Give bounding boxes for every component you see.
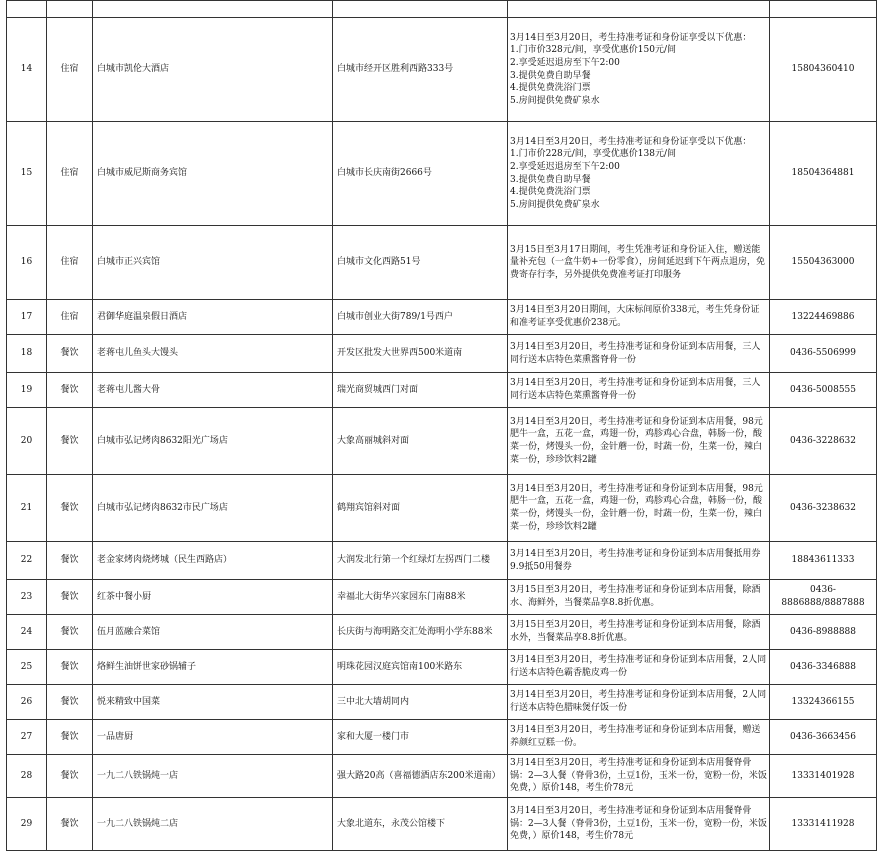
table-row	[7, 300, 877, 335]
merchant-name-cell: 白城市威尼斯商务宾馆	[93, 122, 333, 226]
offer-cell	[508, 226, 770, 300]
offer-cell	[508, 755, 770, 798]
phone-cell	[770, 615, 877, 650]
category-cell: 餐饮	[47, 615, 93, 650]
phone-line: 0436-5506999	[789, 348, 857, 359]
table-row	[7, 650, 877, 685]
phone-cell	[770, 542, 877, 580]
category-cell: 餐饮	[47, 335, 93, 373]
category-cell: 住宿	[47, 300, 93, 335]
phone-line: 18843611333	[791, 555, 855, 566]
row-number: 22	[7, 542, 47, 580]
address-cell: 大象北道东，永茂公馆楼下	[333, 798, 508, 851]
offer-line: 5.房间提供免费矿泉水	[510, 95, 600, 106]
offer-cell	[508, 300, 770, 335]
merchant-name-cell: 白城市凯伦大酒店	[93, 18, 333, 122]
category-cell: 住宿	[47, 122, 93, 226]
table-row	[7, 755, 877, 798]
category-cell: 住宿	[47, 18, 93, 122]
phone-line: 0436-	[810, 585, 836, 596]
offer-line: 3月15日至3月17日期间，考生凭准考证和身份证入住，赠送能量补充包（一盒牛奶+一份零食），房间延迟到下午两点退房，免费寄存行李，另外提供免费准考证打印服务	[510, 244, 766, 280]
phone-line: 13224469886	[791, 311, 855, 322]
phone-cell	[770, 408, 877, 475]
row-number: 24	[7, 615, 47, 650]
table-row	[7, 615, 877, 650]
phone-line: 13331411928	[791, 818, 855, 829]
phone-cell	[770, 300, 877, 335]
address-cell	[333, 1, 508, 18]
offer-line: 2.享受延迟退房至下午2:00	[510, 161, 620, 172]
phone-cell	[770, 685, 877, 720]
table-row	[7, 18, 877, 122]
offer-cell	[508, 720, 770, 755]
row-number: 26	[7, 685, 47, 720]
phone-line: 18504364881	[791, 168, 855, 179]
phone-cell	[770, 720, 877, 755]
phone-cell	[770, 335, 877, 373]
phone-line: 15504363000	[791, 257, 855, 268]
offer-line: 3月14日至3月20日，考生持准考证和身份证到本店用餐脊骨锅：2—3人餐（脊骨3份，土豆1份，玉米一份，宽粉一份，米饭免费，）原价148，考生价78元	[510, 758, 767, 794]
table-row	[7, 798, 877, 851]
table-body	[7, 1, 877, 851]
merchant-name-cell: 红茶中餐小厨	[93, 580, 333, 615]
category-cell	[47, 1, 93, 18]
category-cell: 住宿	[47, 226, 93, 300]
phone-cell	[770, 580, 877, 615]
phone-line: 0436-5008555	[789, 384, 857, 395]
offer-line: 3月14日至3月20日期间，大床标间原价338元，考生凭身份证和准考证享受优惠价238元。	[510, 305, 760, 328]
table-row	[7, 720, 877, 755]
phone-cell	[770, 755, 877, 798]
phone-line: 0436-8988888	[789, 626, 857, 637]
table-row	[7, 373, 877, 408]
address-cell: 开发区批发大世界西500米道南	[333, 335, 508, 373]
row-number: 21	[7, 475, 47, 542]
merchant-name-cell: 白城市弘记烤肉8632阳光广场店	[93, 408, 333, 475]
address-cell: 三中北大墙胡同内	[333, 685, 508, 720]
offer-cell	[508, 580, 770, 615]
row-number: 29	[7, 798, 47, 851]
merchant-name-cell: 悦来精致中国菜	[93, 685, 333, 720]
offer-cell	[508, 122, 770, 226]
table-row	[7, 1, 877, 18]
category-cell: 餐饮	[47, 373, 93, 408]
row-number: 19	[7, 373, 47, 408]
merchant-name-cell: 一九二八铁锅炖一店	[93, 755, 333, 798]
table-row	[7, 226, 877, 300]
offer-cell	[508, 650, 770, 685]
category-cell: 餐饮	[47, 580, 93, 615]
address-cell: 白城市文化西路51号	[333, 226, 508, 300]
offer-line: 3月15日至3月20日，考生持准考证和身份证到本店用餐，除酒水、海鲜外，当餐菜品享8.8折优惠。	[510, 585, 761, 608]
phone-cell	[770, 475, 877, 542]
offer-line: 4.提供免费洗浴门票	[510, 187, 591, 198]
merchant-name-cell: 伍月蓝融合菜馆	[93, 615, 333, 650]
phone-line: 13331401928	[791, 770, 855, 781]
table-row	[7, 475, 877, 542]
category-cell: 餐饮	[47, 475, 93, 542]
offer-line: 3月14日至3月20日，考生持准考证和身份证到本店用餐，2人同行送本店特色腊味煲仔饭一份	[510, 690, 767, 713]
phone-cell	[770, 1, 877, 18]
phone-cell	[770, 226, 877, 300]
offer-line: 3月14日至3月20日，考生持准考证和身份证到本店用餐，三人同行送本店特色菜熏酱脊骨一份	[510, 378, 761, 401]
offer-line: 3月14日至3月20日，考生持准考证和身份证享受以下优惠：	[510, 32, 752, 43]
offer-cell	[508, 542, 770, 580]
phone-cell	[770, 18, 877, 122]
merchant-name-cell	[93, 1, 333, 18]
offer-cell	[508, 685, 770, 720]
category-cell: 餐饮	[47, 720, 93, 755]
address-cell: 明珠花园汉庭宾馆南100米路东	[333, 650, 508, 685]
row-number	[7, 1, 47, 18]
address-cell: 白城市经开区胜利西路333号	[333, 18, 508, 122]
row-number: 17	[7, 300, 47, 335]
merchant-name-cell: 老金家烤肉烧烤城（民生西路店）	[93, 542, 333, 580]
offer-line: 3.提供免费自助早餐	[510, 70, 591, 81]
table-row	[7, 542, 877, 580]
category-cell: 餐饮	[47, 542, 93, 580]
phone-line: 0436-3663456	[789, 731, 857, 742]
offer-line: 3月14日至3月20日，考生持准考证和身份证享受以下优惠：	[510, 136, 752, 147]
offer-line: 3月15日至3月20日，考生持准考证和身份证到本店用餐，除酒水外，当餐菜品享8.8折优惠。	[510, 620, 761, 643]
address-cell: 幸福北大街华兴家园东门南88米	[333, 580, 508, 615]
row-number: 23	[7, 580, 47, 615]
offer-line: 3月14日至3月20日，考生持准考证和身份证到本店用餐脊骨锅：2—3人餐（脊骨3份，土豆1份，玉米一份，宽粉一份，米饭免费，）原价148，考生价78元	[510, 806, 767, 842]
offer-line: 1.门市价328元/间，享受优惠价150元/间	[510, 45, 677, 56]
address-cell: 大润发北行第一个红绿灯左拐西门二楼	[333, 542, 508, 580]
phone-line: 0436-3228632	[789, 435, 857, 446]
address-cell: 白城市长庆南街2666号	[333, 122, 508, 226]
row-number: 16	[7, 226, 47, 300]
category-cell: 餐饮	[47, 685, 93, 720]
merchant-name-cell: 君御华庭温泉假日酒店	[93, 300, 333, 335]
address-cell: 鹤翔宾馆斜对面	[333, 475, 508, 542]
table-row	[7, 580, 877, 615]
merchant-name-cell: 老蒋屯儿鱼头大馒头	[93, 335, 333, 373]
offer-line: 4.提供免费洗浴门票	[510, 83, 591, 94]
merchant-name-cell: 烙鲜生油饼世家砂锅辅子	[93, 650, 333, 685]
row-number: 15	[7, 122, 47, 226]
offer-line: 3月14日至3月20日，考生持准考证和身份证到本店用餐，赠送养颜红豆糕一份。	[510, 725, 761, 748]
offer-cell	[508, 408, 770, 475]
offer-cell	[508, 475, 770, 542]
row-number: 14	[7, 18, 47, 122]
row-number: 18	[7, 335, 47, 373]
phone-cell	[770, 122, 877, 226]
category-cell: 餐饮	[47, 408, 93, 475]
merchant-name-cell: 白城市弘记烤肉8632市民广场店	[93, 475, 333, 542]
offer-line: 3月14日至3月20日，考生持准考证和身份证到本店用餐，三人同行送本店特色菜熏酱脊骨一份	[510, 341, 761, 365]
offer-cell	[508, 1, 770, 18]
table-row	[7, 335, 877, 373]
address-cell: 家和大厦一楼门市	[333, 720, 508, 755]
merchant-name-cell: 一九二八铁锅炖二店	[93, 798, 333, 851]
table-row	[7, 685, 877, 720]
category-cell: 餐饮	[47, 650, 93, 685]
table-row	[7, 122, 877, 226]
offer-cell	[508, 373, 770, 408]
offer-cell	[508, 335, 770, 373]
offer-line: 1.门市价228元/间，享受优惠价138元/间	[510, 149, 677, 160]
row-number: 27	[7, 720, 47, 755]
table-row	[7, 408, 877, 475]
phone-line: 13324366155	[791, 696, 855, 707]
category-cell: 餐饮	[47, 798, 93, 851]
address-cell: 瑞光商贸城西门对面	[333, 373, 508, 408]
row-number: 20	[7, 408, 47, 475]
address-cell: 强大路20高（喜福德酒店东200米道南）	[333, 755, 508, 798]
phone-line: 0436-3346888	[789, 661, 857, 672]
category-cell: 餐饮	[47, 755, 93, 798]
phone-line: 8886888/8887888	[781, 598, 865, 608]
merchant-name-cell: 白城市正兴宾馆	[93, 226, 333, 300]
offer-line: 2.享受延迟退房至下午2:00	[510, 57, 620, 68]
offer-cell	[508, 798, 770, 851]
address-cell: 白城市创业大街789/1号西户	[333, 300, 508, 335]
offer-cell	[508, 18, 770, 122]
address-cell: 长庆街与海明路交汇处海明小学东88米	[333, 615, 508, 650]
row-number: 25	[7, 650, 47, 685]
offer-line: 3月14日至3月20日，考生持准考证和身份证到本店用餐抵用券9.9抵50用餐券	[510, 548, 761, 572]
offer-line: 5.房间提供免费矿泉水	[510, 199, 600, 210]
offer-line: 3月14日至3月20日，考生持准考证和身份证到本店用餐，2人同行送本店特色霸香脆皮鸡一份	[510, 655, 767, 678]
address-cell: 大象高丽城斜对面	[333, 408, 508, 475]
phone-line: 0436-3238632	[789, 502, 857, 513]
offer-line: 3月14日至3月20日，考生持准考证和身份证到本店用餐，98元肥牛一盒，五花一盒，鸡翅一份，鸡胗鸡心合盘，韩肠一份，酸菜一份，烤馒头一份，金针蘑一份，时蔬一份，生菜一份，辣白菜一份，珍珍饮料2罐	[510, 416, 763, 465]
phone-cell	[770, 373, 877, 408]
merchant-name-cell: 老蒋屯儿酱大骨	[93, 373, 333, 408]
phone-line: 15804360410	[791, 64, 855, 75]
phone-cell	[770, 650, 877, 685]
offer-cell	[508, 615, 770, 650]
offer-line: 3.提供免费自助早餐	[510, 174, 591, 185]
row-number: 28	[7, 755, 47, 798]
merchant-discount-table	[6, 0, 877, 851]
merchant-name-cell: 一品唐厨	[93, 720, 333, 755]
phone-cell	[770, 798, 877, 851]
offer-line: 3月14日至3月20日，考生持准考证和身份证到本店用餐，98元肥牛一盒，五花一盒，鸡翅一份，鸡胗鸡心合盘，韩肠一份，酸菜一份，烤馒头一份，金针蘑一份，时蔬一份，生菜一份，辣白菜一份，珍珍饮料2罐	[510, 483, 763, 532]
